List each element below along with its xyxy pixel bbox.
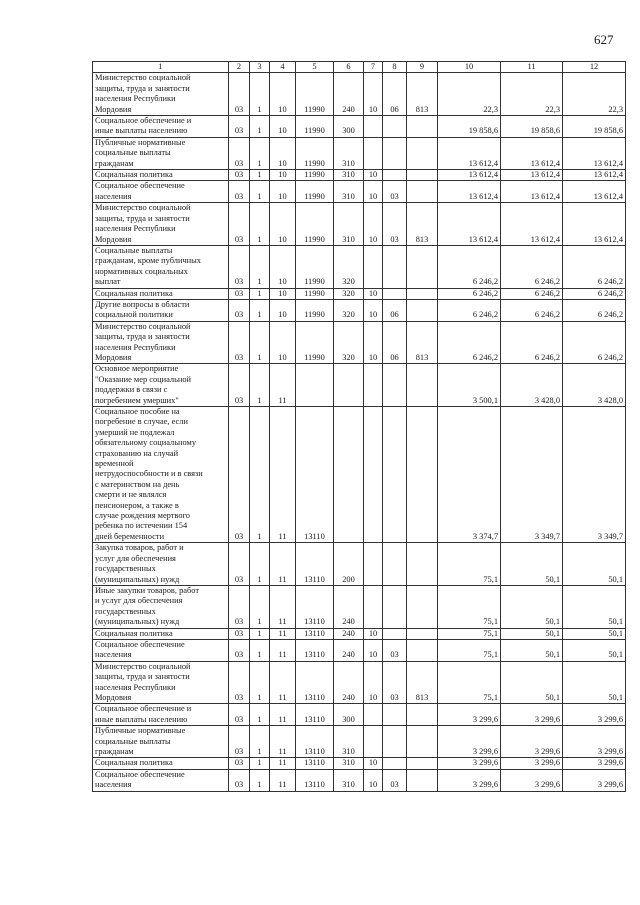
code-column-4: 10 [270, 321, 296, 364]
amount-column-12: 3 299,6 [563, 769, 626, 791]
row-name: Основное мероприятие "Оказание мер социальной поддержки в связи с погребением умерших" [93, 364, 229, 407]
code-column-5: 11990 [296, 181, 334, 203]
code-column-2: 03 [229, 639, 250, 661]
row-name: Министерство социальной защиты, труда и занятости населения Республики Мордовия [93, 73, 229, 116]
code-column-3: 1 [250, 181, 270, 203]
code-column-7: 10 [364, 299, 383, 321]
code-column-9 [407, 137, 438, 169]
amount-column-12: 3 299,6 [563, 758, 626, 769]
code-column-9 [407, 758, 438, 769]
amount-column-12: 50,1 [563, 543, 626, 586]
amount-column-11: 22,3 [501, 73, 563, 116]
code-column-5: 13110 [296, 758, 334, 769]
code-column-9 [407, 543, 438, 586]
column-header: 9 [407, 62, 438, 73]
code-column-3: 1 [250, 769, 270, 791]
code-column-5: 11990 [296, 116, 334, 138]
amount-column-10: 6 246,2 [438, 288, 501, 299]
column-header: 3 [250, 62, 270, 73]
amount-column-10: 75,1 [438, 628, 501, 639]
code-column-8 [383, 116, 407, 138]
amount-column-10: 6 246,2 [438, 245, 501, 288]
budget-table [92, 61, 626, 792]
amount-column-12: 13 612,4 [563, 137, 626, 169]
row-name: Иные закупки товаров, работ и услуг для обеспечения государственных (муниципальных) нужд [93, 585, 229, 628]
code-column-8 [383, 543, 407, 586]
amount-column-12: 3 428,0 [563, 364, 626, 407]
amount-column-12: 13 612,4 [563, 181, 626, 203]
code-column-3: 1 [250, 170, 270, 181]
code-column-8: 03 [383, 661, 407, 704]
code-column-6: 300 [334, 116, 364, 138]
table-row [93, 661, 626, 704]
amount-column-11: 50,1 [501, 661, 563, 704]
code-column-3: 1 [250, 661, 270, 704]
code-column-9 [407, 407, 438, 543]
amount-column-12: 6 246,2 [563, 299, 626, 321]
code-column-2: 03 [229, 585, 250, 628]
row-name: Социальное пособие на погребение в случае, если умерший не подлежал обязательному социальному страхованию на случай временной нетрудоспособности и в связи с материнством на день смерти и не являлся пенсионером, а также в случае рождения мертвого ребенка по истечении 154 дней беременности [93, 407, 229, 543]
code-column-4: 11 [270, 758, 296, 769]
column-header: 1 [93, 62, 229, 73]
table-row [93, 170, 626, 181]
code-column-8: 06 [383, 321, 407, 364]
code-column-9 [407, 170, 438, 181]
code-column-9 [407, 726, 438, 758]
code-column-5: 11990 [296, 299, 334, 321]
amount-column-11: 6 246,2 [501, 288, 563, 299]
code-column-7: 10 [364, 170, 383, 181]
code-column-9 [407, 364, 438, 407]
amount-column-10: 13 612,4 [438, 181, 501, 203]
code-column-2: 03 [229, 321, 250, 364]
code-column-9 [407, 769, 438, 791]
table-row [93, 321, 626, 364]
row-name: Социальное обеспечение и иные выплаты населению [93, 116, 229, 138]
code-column-2: 03 [229, 181, 250, 203]
column-header: 11 [501, 62, 563, 73]
code-column-8 [383, 407, 407, 543]
code-column-9 [407, 299, 438, 321]
code-column-8: 03 [383, 769, 407, 791]
code-column-4: 10 [270, 203, 296, 246]
code-column-5: 11990 [296, 203, 334, 246]
amount-column-11: 13 612,4 [501, 170, 563, 181]
code-column-4: 11 [270, 704, 296, 726]
code-column-5: 13110 [296, 407, 334, 543]
code-column-3: 1 [250, 203, 270, 246]
code-column-2: 03 [229, 299, 250, 321]
amount-column-11: 6 246,2 [501, 321, 563, 364]
code-column-3: 1 [250, 726, 270, 758]
code-column-2: 03 [229, 758, 250, 769]
table-row [93, 73, 626, 116]
amount-column-12: 3 299,6 [563, 726, 626, 758]
table-row [93, 726, 626, 758]
row-name: Закупка товаров, работ и услуг для обеспечения государственных (муниципальных) нужд [93, 543, 229, 586]
code-column-5: 11990 [296, 170, 334, 181]
code-column-8: 03 [383, 181, 407, 203]
code-column-2: 03 [229, 407, 250, 543]
amount-column-12: 22,3 [563, 73, 626, 116]
code-column-2: 03 [229, 203, 250, 246]
row-name: Социальная политика [93, 170, 229, 181]
code-column-7: 10 [364, 758, 383, 769]
code-column-6: 310 [334, 769, 364, 791]
code-column-2: 03 [229, 288, 250, 299]
code-column-7: 10 [364, 769, 383, 791]
code-column-5: 11990 [296, 73, 334, 116]
code-column-4: 11 [270, 407, 296, 543]
code-column-5: 11990 [296, 288, 334, 299]
table-row [93, 364, 626, 407]
code-column-6 [334, 364, 364, 407]
code-column-6: 240 [334, 639, 364, 661]
table-row [93, 137, 626, 169]
code-column-2: 03 [229, 726, 250, 758]
code-column-6: 240 [334, 585, 364, 628]
amount-column-10: 75,1 [438, 585, 501, 628]
code-column-9 [407, 245, 438, 288]
code-column-7: 10 [364, 628, 383, 639]
row-name: Социальное обеспечение и иные выплаты населению [93, 704, 229, 726]
amount-column-10: 3 500,1 [438, 364, 501, 407]
code-column-7 [364, 726, 383, 758]
code-column-3: 1 [250, 299, 270, 321]
code-column-4: 11 [270, 639, 296, 661]
column-header: 10 [438, 62, 501, 73]
row-name: Социальная политика [93, 628, 229, 639]
amount-column-12: 50,1 [563, 639, 626, 661]
amount-column-11: 3 349,7 [501, 407, 563, 543]
row-name: Публичные нормативные социальные выплаты гражданам [93, 726, 229, 758]
column-header: 6 [334, 62, 364, 73]
column-header: 5 [296, 62, 334, 73]
amount-column-11: 50,1 [501, 543, 563, 586]
code-column-7 [364, 543, 383, 586]
table-row [93, 181, 626, 203]
amount-column-10: 6 246,2 [438, 321, 501, 364]
code-column-8: 03 [383, 639, 407, 661]
code-column-6: 240 [334, 661, 364, 704]
code-column-3: 1 [250, 245, 270, 288]
code-column-9 [407, 181, 438, 203]
code-column-3: 1 [250, 758, 270, 769]
amount-column-10: 19 858,6 [438, 116, 501, 138]
table-row [93, 116, 626, 138]
code-column-4: 10 [270, 288, 296, 299]
code-column-3: 1 [250, 364, 270, 407]
code-column-6: 310 [334, 203, 364, 246]
code-column-8 [383, 726, 407, 758]
code-column-7: 10 [364, 321, 383, 364]
code-column-6: 300 [334, 704, 364, 726]
code-column-8 [383, 758, 407, 769]
table-row [93, 769, 626, 791]
amount-column-12: 3 349,7 [563, 407, 626, 543]
table-row [93, 585, 626, 628]
code-column-5: 11990 [296, 245, 334, 288]
code-column-3: 1 [250, 628, 270, 639]
table-row [93, 288, 626, 299]
code-column-2: 03 [229, 628, 250, 639]
code-column-6: 240 [334, 628, 364, 639]
amount-column-11: 6 246,2 [501, 245, 563, 288]
code-column-2: 03 [229, 245, 250, 288]
code-column-3: 1 [250, 321, 270, 364]
code-column-4: 10 [270, 137, 296, 169]
row-name: Социальные выплаты гражданам, кроме публичных нормативных социальных выплат [93, 245, 229, 288]
code-column-4: 11 [270, 628, 296, 639]
code-column-5: 13110 [296, 726, 334, 758]
column-header: 7 [364, 62, 383, 73]
amount-column-12: 50,1 [563, 585, 626, 628]
row-name: Другие вопросы в области социальной политики [93, 299, 229, 321]
code-column-2: 03 [229, 543, 250, 586]
row-name: Социальное обеспечение населения [93, 639, 229, 661]
code-column-5: 13110 [296, 639, 334, 661]
code-column-7 [364, 364, 383, 407]
amount-column-10: 75,1 [438, 639, 501, 661]
column-header: 8 [383, 62, 407, 73]
code-column-7: 10 [364, 661, 383, 704]
code-column-2: 03 [229, 661, 250, 704]
row-name: Публичные нормативные социальные выплаты гражданам [93, 137, 229, 169]
amount-column-11: 3 428,0 [501, 364, 563, 407]
code-column-5: 11990 [296, 137, 334, 169]
amount-column-11: 3 299,6 [501, 726, 563, 758]
code-column-2: 03 [229, 137, 250, 169]
code-column-9 [407, 628, 438, 639]
code-column-8: 06 [383, 299, 407, 321]
amount-column-10: 3 299,6 [438, 704, 501, 726]
amount-column-10: 75,1 [438, 543, 501, 586]
code-column-6: 310 [334, 181, 364, 203]
row-name: Социальная политика [93, 288, 229, 299]
code-column-6: 310 [334, 137, 364, 169]
code-column-8 [383, 137, 407, 169]
amount-column-12: 13 612,4 [563, 203, 626, 246]
code-column-3: 1 [250, 407, 270, 543]
row-name: Министерство социальной защиты, труда и занятости населения Республики Мордовия [93, 203, 229, 246]
code-column-3: 1 [250, 639, 270, 661]
code-column-4: 10 [270, 245, 296, 288]
code-column-9 [407, 116, 438, 138]
amount-column-10: 3 299,6 [438, 758, 501, 769]
code-column-8 [383, 585, 407, 628]
code-column-4: 10 [270, 73, 296, 116]
code-column-6 [334, 407, 364, 543]
code-column-7: 10 [364, 73, 383, 116]
amount-column-10: 13 612,4 [438, 170, 501, 181]
amount-column-11: 19 858,6 [501, 116, 563, 138]
code-column-3: 1 [250, 704, 270, 726]
code-column-5: 13110 [296, 661, 334, 704]
code-column-4: 10 [270, 181, 296, 203]
amount-column-10: 3 374,7 [438, 407, 501, 543]
code-column-7: 10 [364, 288, 383, 299]
amount-column-11: 50,1 [501, 639, 563, 661]
amount-column-10: 22,3 [438, 73, 501, 116]
code-column-7: 10 [364, 639, 383, 661]
amount-column-11: 3 299,6 [501, 758, 563, 769]
code-column-2: 03 [229, 364, 250, 407]
code-column-9: 813 [407, 203, 438, 246]
amount-column-11: 13 612,4 [501, 137, 563, 169]
column-header: 4 [270, 62, 296, 73]
amount-column-12: 50,1 [563, 628, 626, 639]
code-column-4: 11 [270, 726, 296, 758]
code-column-5: 13110 [296, 769, 334, 791]
row-name: Социальное обеспечение населения [93, 181, 229, 203]
code-column-9 [407, 639, 438, 661]
column-header: 12 [563, 62, 626, 73]
code-column-8: 06 [383, 73, 407, 116]
code-column-6: 320 [334, 299, 364, 321]
code-column-6: 240 [334, 73, 364, 116]
code-column-8: 03 [383, 203, 407, 246]
table-row [93, 639, 626, 661]
code-column-7: 10 [364, 181, 383, 203]
table-row [93, 299, 626, 321]
code-column-4: 10 [270, 116, 296, 138]
code-column-6: 310 [334, 758, 364, 769]
code-column-8 [383, 288, 407, 299]
code-column-8 [383, 704, 407, 726]
code-column-7: 10 [364, 203, 383, 246]
code-column-4: 11 [270, 661, 296, 704]
code-column-3: 1 [250, 137, 270, 169]
code-column-6: 310 [334, 170, 364, 181]
code-column-9: 813 [407, 73, 438, 116]
code-column-7 [364, 137, 383, 169]
code-column-6: 310 [334, 726, 364, 758]
amount-column-11: 3 299,6 [501, 769, 563, 791]
table-row [93, 203, 626, 246]
code-column-2: 03 [229, 170, 250, 181]
amount-column-12: 13 612,4 [563, 170, 626, 181]
table-row [93, 704, 626, 726]
code-column-3: 1 [250, 116, 270, 138]
table-row [93, 543, 626, 586]
code-column-5: 13110 [296, 543, 334, 586]
row-name: Министерство социальной защиты, труда и занятости населения Республики Мордовия [93, 321, 229, 364]
code-column-8 [383, 245, 407, 288]
code-column-6: 320 [334, 321, 364, 364]
code-column-5: 13110 [296, 704, 334, 726]
code-column-2: 03 [229, 704, 250, 726]
code-column-3: 1 [250, 585, 270, 628]
table-row [93, 758, 626, 769]
code-column-7 [364, 116, 383, 138]
code-column-8 [383, 628, 407, 639]
amount-column-11: 13 612,4 [501, 203, 563, 246]
amount-column-12: 6 246,2 [563, 245, 626, 288]
code-column-4: 10 [270, 170, 296, 181]
amount-column-11: 50,1 [501, 628, 563, 639]
code-column-8 [383, 364, 407, 407]
code-column-7 [364, 407, 383, 543]
code-column-3: 1 [250, 288, 270, 299]
code-column-4: 11 [270, 769, 296, 791]
table-row [93, 628, 626, 639]
code-column-6: 200 [334, 543, 364, 586]
code-column-7 [364, 704, 383, 726]
amount-column-12: 19 858,6 [563, 116, 626, 138]
code-column-2: 03 [229, 73, 250, 116]
amount-column-10: 13 612,4 [438, 203, 501, 246]
amount-column-12: 3 299,6 [563, 704, 626, 726]
row-name: Социальное обеспечение населения [93, 769, 229, 791]
code-column-4: 10 [270, 299, 296, 321]
code-column-9 [407, 288, 438, 299]
code-column-3: 1 [250, 543, 270, 586]
code-column-4: 11 [270, 364, 296, 407]
code-column-4: 11 [270, 585, 296, 628]
table-row [93, 245, 626, 288]
code-column-3: 1 [250, 73, 270, 116]
column-header: 2 [229, 62, 250, 73]
amount-column-10: 3 299,6 [438, 769, 501, 791]
code-column-2: 03 [229, 769, 250, 791]
code-column-9 [407, 585, 438, 628]
amount-column-12: 6 246,2 [563, 321, 626, 364]
header-row [93, 62, 626, 73]
amount-column-10: 75,1 [438, 661, 501, 704]
code-column-9 [407, 704, 438, 726]
amount-column-11: 6 246,2 [501, 299, 563, 321]
code-column-9: 813 [407, 661, 438, 704]
page-number: 627 [594, 32, 614, 47]
code-column-6: 320 [334, 288, 364, 299]
amount-column-10: 3 299,6 [438, 726, 501, 758]
code-column-8 [383, 170, 407, 181]
code-column-4: 11 [270, 543, 296, 586]
row-name: Министерство социальной защиты, труда и занятости населения Республики Мордовия [93, 661, 229, 704]
amount-column-11: 3 299,6 [501, 704, 563, 726]
code-column-5: 13110 [296, 628, 334, 639]
amount-column-12: 50,1 [563, 661, 626, 704]
row-name: Социальная политика [93, 758, 229, 769]
code-column-5: 11990 [296, 321, 334, 364]
amount-column-11: 50,1 [501, 585, 563, 628]
table-row [93, 407, 626, 543]
amount-column-11: 13 612,4 [501, 181, 563, 203]
code-column-5: 13110 [296, 585, 334, 628]
amount-column-12: 6 246,2 [563, 288, 626, 299]
code-column-5 [296, 364, 334, 407]
code-column-7 [364, 245, 383, 288]
code-column-7 [364, 585, 383, 628]
code-column-9: 813 [407, 321, 438, 364]
amount-column-10: 13 612,4 [438, 137, 501, 169]
code-column-2: 03 [229, 116, 250, 138]
code-column-6: 320 [334, 245, 364, 288]
amount-column-10: 6 246,2 [438, 299, 501, 321]
